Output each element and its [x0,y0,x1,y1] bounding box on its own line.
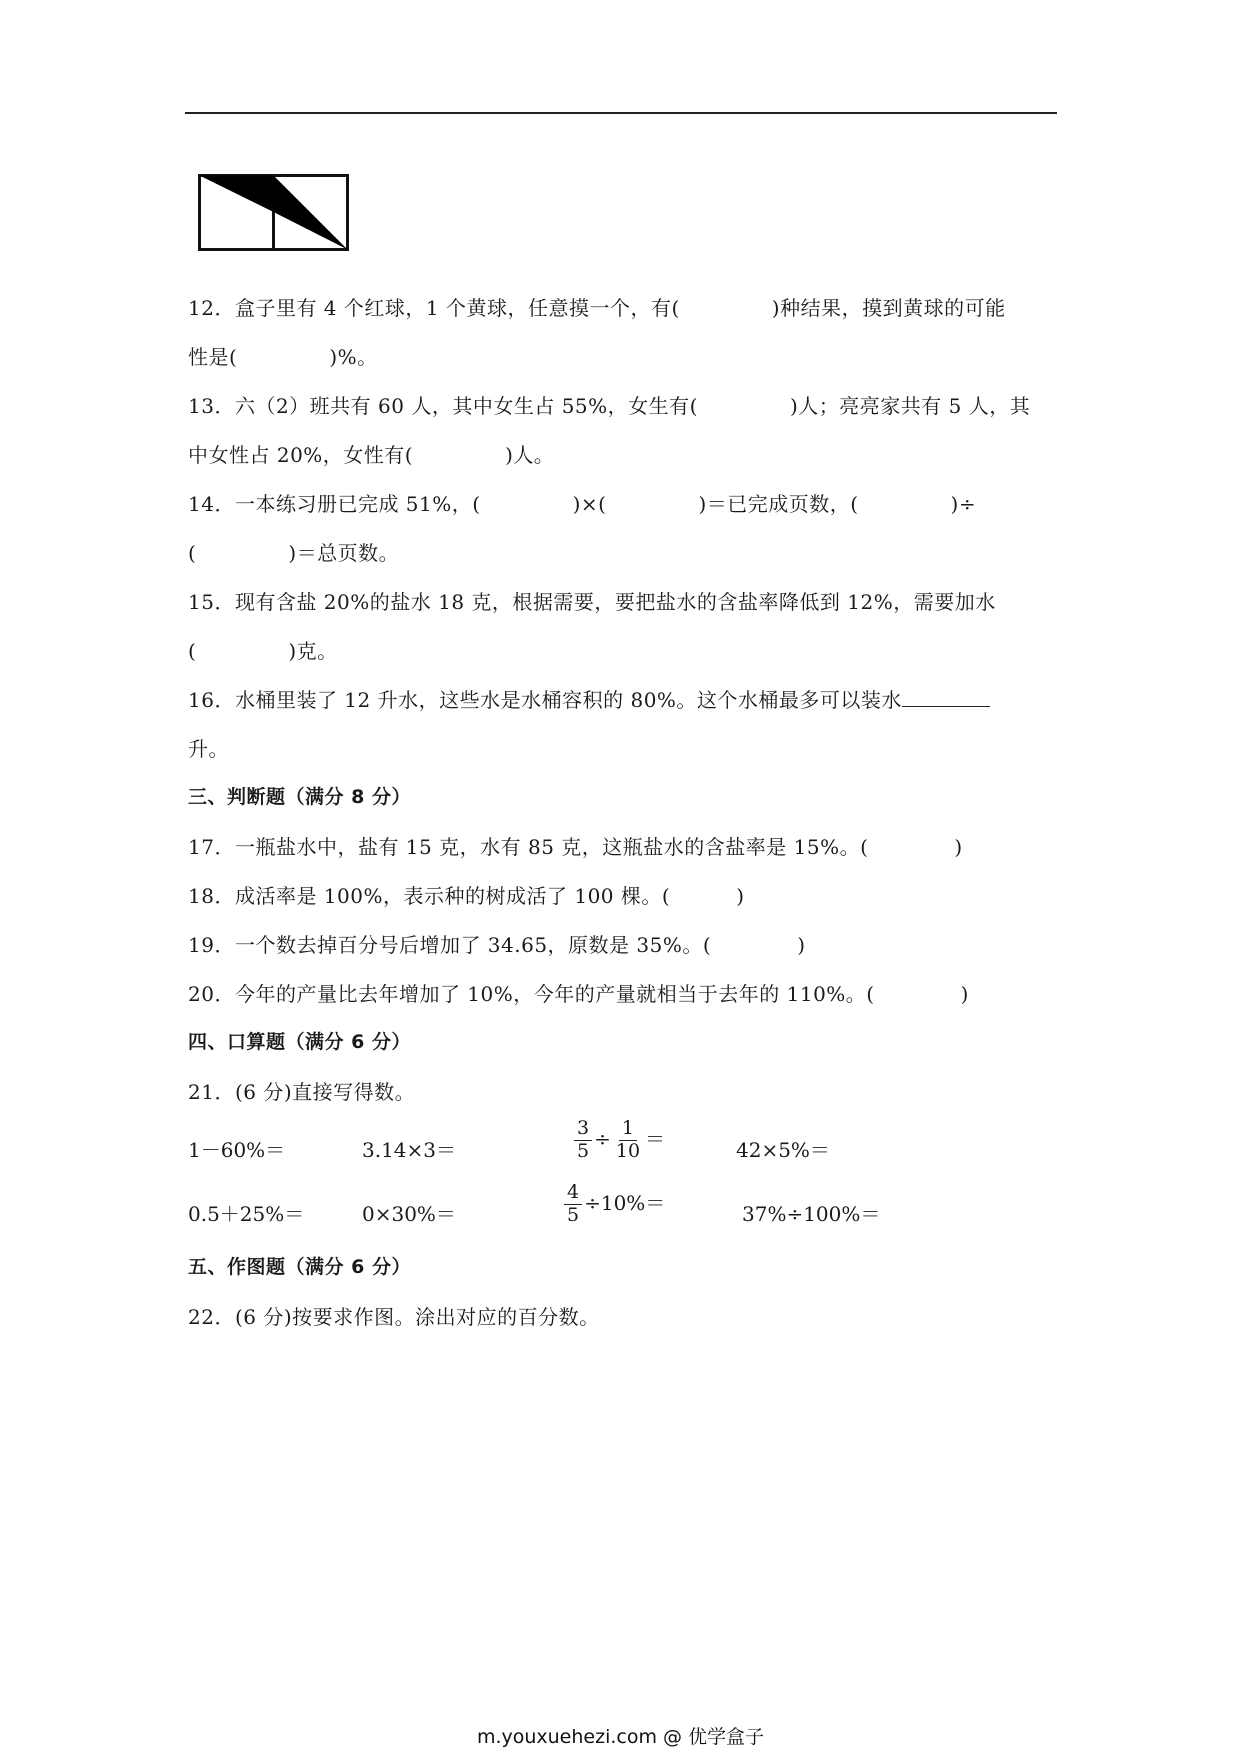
calc-r1c1: 1－60%＝ [188,1138,286,1162]
q17-line [188,831,963,860]
q14-text-e: ( [188,541,197,565]
header-rule [185,112,1057,114]
q17-text-b: ) [954,835,963,859]
calc-r1c2: 3.14×3＝ [362,1138,457,1162]
q18-line [188,880,745,909]
q13-text-d: )人。 [505,443,555,467]
fraction-3-5 [574,1118,592,1163]
q20-text-b: ) [960,982,969,1006]
q12-line1 [188,292,1006,321]
fraction-numerator: 3 [574,1118,592,1141]
divide-sign: ÷ [594,1126,611,1151]
section-3-heading: 三、判断题（满分 8 分） [188,786,411,808]
q12-text-c: 性是( [188,345,238,369]
fraction-numerator: 4 [564,1182,582,1205]
shaded-figure [198,174,350,254]
q20-line [188,978,969,1007]
calc-r2c3 [562,1182,665,1227]
q20-text-a: 20．今年的产量比去年增加了 10%，今年的产量就相当于去年的 110%。( [188,982,875,1006]
q19-text-a: 19．一个数去掉百分号后增加了 34.65，原数是 35%。( [188,933,712,957]
q12-text-a: 12．盒子里有 4 个红球，1 个黄球，任意摸一个，有( [188,296,680,320]
q13-text-c: 中女性占 20%，女性有( [188,443,414,467]
q17-text-a: 17．一瓶盐水中，盐有 15 克，水有 85 克，这瓶盐水的含盐率是 15%。( [188,835,869,859]
fraction-denominator: 10 [615,1139,641,1162]
q19-text-b: ) [797,933,806,957]
q15-line1: 15．现有含盐 20%的盐水 18 克，根据需要，要把盐水的含盐率降低到 12%，需要加水 [188,590,996,614]
q12-text-d: )%。 [329,345,378,369]
equals-sign: ＝ [645,1126,666,1151]
fraction-1-10 [613,1118,643,1163]
section-5-heading: 五、作图题（满分 6 分） [188,1256,411,1278]
q15-line2 [188,635,338,664]
q16-answer-blank[interactable] [902,688,990,707]
q18-text-a: 18．成活率是 100%，表示种的树成活了 100 棵。( [188,884,671,908]
q14-line2 [188,537,399,566]
q22-line: 22．(6 分)按要求作图。涂出对应的百分数。 [188,1305,600,1329]
q14-line1 [188,488,976,517]
fraction-denominator: 5 [567,1203,580,1226]
q14-text-d: )÷ [950,492,977,516]
calc-r2c3-rest: ÷10%＝ [584,1190,666,1215]
q18-text-b: ) [736,884,745,908]
q16-text-a: 16．水桶里装了 12 升水，这些水是水桶容积的 80%。这个水桶最多可以装水 [188,688,902,712]
q13-line1 [188,390,1030,419]
q15-text-a: ( [188,639,197,663]
q14-text-c: )＝已完成页数，( [698,492,859,516]
section-4-heading: 四、口算题（满分 6 分） [188,1031,411,1053]
fraction-numerator: 1 [619,1118,637,1141]
q12-line2 [188,341,378,370]
q15-text-b: )克。 [288,639,338,663]
q13-line2 [188,439,554,468]
q14-text-a: 14．一本练习册已完成 51%，( [188,492,481,516]
footer-watermark: m.youxuehezi.com @ 优学盒子 [476,1726,765,1748]
calc-r1c3 [572,1118,665,1163]
calc-r2c2: 0×30%＝ [362,1202,456,1226]
q21-line: 21．(6 分)直接写得数。 [188,1080,416,1104]
q16-line2: 升。 [188,737,229,761]
fraction-denominator: 5 [577,1139,590,1162]
q13-text-b: )人；亮亮家共有 5 人，其 [789,394,1031,418]
q14-text-b: )×( [572,492,607,516]
q16-line1 [188,684,990,713]
q12-text-b: )种结果，摸到黄球的可能 [771,296,1006,320]
q13-text-a: 13．六（2）班共有 60 人，其中女生占 55%，女生有( [188,394,698,418]
q14-text-f: )＝总页数。 [288,541,400,565]
calc-r2c4: 37%÷100%＝ [742,1202,881,1226]
calc-r2c1: 0.5＋25%＝ [188,1202,305,1226]
calc-r1c4: 42×5%＝ [736,1138,830,1162]
q19-line [188,929,806,958]
fraction-4-5 [564,1182,582,1227]
